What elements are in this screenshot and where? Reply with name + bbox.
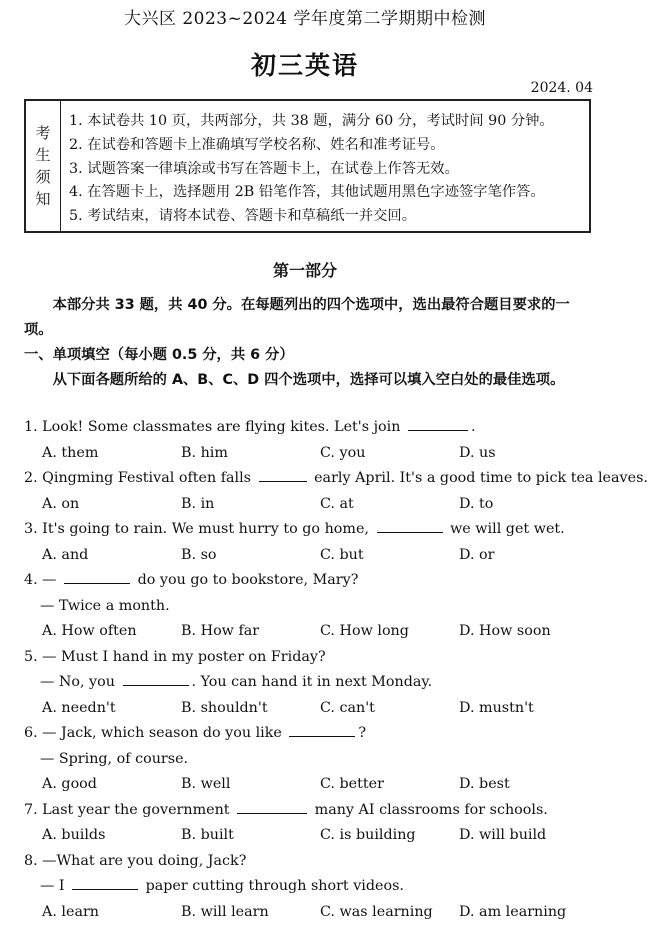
option-c: C. can't: [320, 699, 375, 716]
option-b: B. in: [181, 495, 215, 512]
stem-text: 7. Last year the government: [24, 801, 230, 818]
question-reply: — Spring, of course.: [40, 750, 189, 767]
stem-text: we will get wet.: [450, 521, 565, 537]
question-options: [24, 492, 599, 518]
question-stem: [24, 721, 599, 747]
notice-label: [26, 101, 61, 231]
option-b: B. shouldn't: [181, 699, 268, 716]
option-c: C. better: [320, 776, 384, 792]
question-reply: — Twice a month.: [40, 597, 170, 614]
option-a: A. needn't: [42, 699, 116, 716]
question-stem: 5. — Must I hand in my poster on Friday?: [24, 648, 326, 665]
section-heading: 一、单项填空（每小题 0.5 分，共 6 分）: [24, 347, 294, 363]
option-a: A. How often: [42, 623, 137, 639]
option-c: C. but: [320, 546, 364, 563]
option-d: D. best: [459, 776, 510, 792]
stem-text: 1. Look! Some classmates are flying kites. Let's join: [24, 419, 401, 435]
question-reply: [24, 874, 599, 900]
option-c: C. was learning: [320, 903, 433, 920]
notice-label-char: 考: [35, 124, 51, 142]
option-b: B. well: [181, 776, 231, 792]
notice-items: [61, 101, 589, 231]
option-a: A. good: [42, 776, 97, 792]
question-options: [24, 543, 599, 569]
option-a: A. learn: [42, 903, 100, 920]
part-title: 第一部分: [272, 261, 337, 280]
notice-label-char: 生: [35, 146, 51, 164]
answer-blank: [237, 799, 307, 814]
notice-box: [24, 99, 591, 233]
answer-blank: [72, 875, 138, 890]
option-a: A. builds: [42, 827, 106, 843]
reply-text: . You can hand it in next Monday.: [191, 674, 433, 690]
question-reply: [24, 670, 599, 696]
answer-blank: [259, 467, 307, 482]
stem-text: 3. It's going to rain. We must hurry to go home,: [24, 521, 369, 537]
option-b: B. so: [181, 546, 217, 563]
option-c: C. you: [320, 444, 366, 461]
notice-item: 3. 试题答案一律填涂或书写在答题卡上，在试卷上作答无效。: [69, 160, 459, 177]
question-options: [24, 772, 599, 798]
stem-text: 6. — Jack, which season do you like: [24, 725, 282, 741]
option-d: D. am learning: [459, 903, 567, 920]
notice-label-char: 知: [35, 190, 51, 208]
question-stem: [24, 517, 599, 543]
option-a: A. on: [42, 495, 80, 512]
question-options: [24, 696, 599, 722]
option-c: C. at: [320, 495, 354, 512]
option-d: D. to: [459, 495, 494, 512]
answer-blank: [408, 416, 468, 431]
answer-blank: [289, 722, 355, 737]
option-d: D. or: [459, 546, 495, 563]
stem-text: 4. —: [24, 572, 57, 588]
option-b: B. built: [181, 827, 234, 843]
stem-text: .: [470, 419, 476, 435]
stem-text: many AI classrooms for schools.: [314, 801, 548, 818]
answer-blank: [123, 671, 189, 686]
option-b: B. will learn: [181, 903, 269, 920]
question-options: [24, 900, 599, 926]
option-d: D. mustn't: [459, 699, 534, 716]
option-b: B. him: [181, 444, 228, 461]
stem-text: do you go to bookstore, Mary?: [137, 572, 359, 588]
question-stem: [24, 415, 599, 441]
question-stem: [24, 466, 648, 492]
question-stem: [24, 568, 599, 594]
exam-title: 大兴区 2023~2024 学年度第二学期期中检测: [123, 9, 487, 29]
reply-text: — No, you: [40, 674, 115, 690]
reply-text: paper cutting through short videos.: [145, 878, 404, 894]
question-options: [24, 619, 599, 645]
stem-text: 2. Qingming Festival often falls: [24, 470, 251, 486]
question-options: [24, 441, 599, 467]
answer-blank: [377, 518, 443, 533]
option-d: D. us: [459, 444, 496, 461]
stem-text: ?: [358, 725, 367, 741]
exam-date: 2024. 04: [530, 80, 593, 96]
section-instructions: 从下面各题所给的 A、B、C、D 四个选项中，选择可以填入空白处的最佳选项。: [52, 372, 565, 388]
part-intro: 本部分共 33 题，共 40 分。在每题列出的四个选项中，选出最符合题目要求的一项。: [24, 297, 570, 338]
answer-blank: [64, 569, 130, 584]
notice-item: 2. 在试卷和答题卡上准确填写学校名称、姓名和准考证号。: [69, 136, 445, 153]
question-options: [24, 823, 599, 849]
stem-text: early April. It's a good time to pick tea leaves.: [314, 470, 648, 486]
notice-item: 4. 在答题卡上，选择题用 2B 铅笔作答，其他试题用黑色字迹签字笔作答。: [69, 184, 545, 201]
notice-item: 1. 本试卷共 10 页，共两部分，共 38 题，满分 60 分，考试时间 90 分钟。: [69, 113, 554, 129]
reply-text: — I: [40, 878, 65, 894]
option-a: A. them: [42, 444, 99, 461]
question-stem: 8. —What are you doing, Jack?: [24, 852, 247, 869]
option-a: A. and: [42, 546, 89, 563]
option-c: C. How long: [320, 623, 409, 639]
option-b: B. How far: [181, 623, 260, 639]
question-list: [24, 415, 648, 925]
question-stem: [24, 798, 599, 824]
option-c: C. is building: [320, 827, 416, 843]
subject-title: 初三英语: [250, 51, 359, 80]
notice-item: 5. 考试结束，请将本试卷、答题卡和草稿纸一并交回。: [69, 208, 417, 225]
notice-label-char: 须: [35, 168, 51, 186]
option-d: D. will build: [459, 827, 547, 843]
option-d: D. How soon: [459, 623, 551, 639]
